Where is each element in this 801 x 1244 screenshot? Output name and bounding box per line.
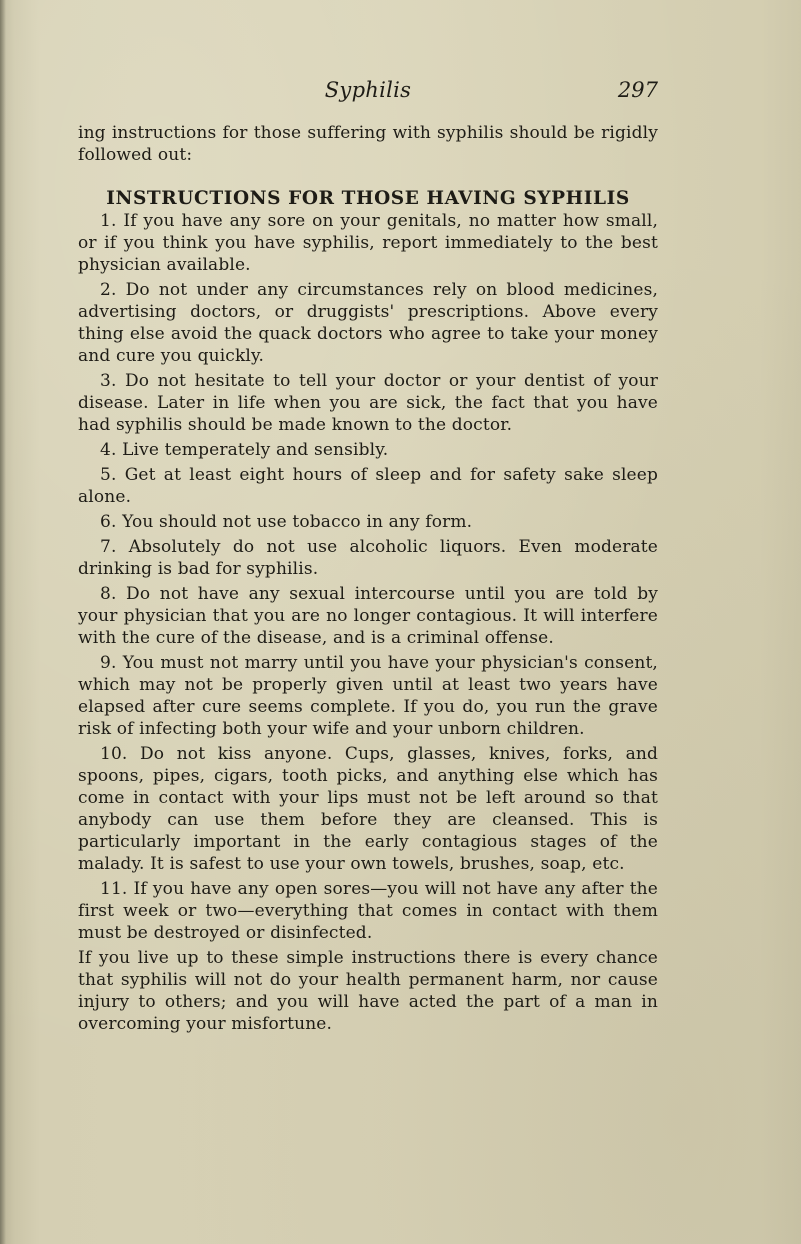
closing-paragraph: If you live up to these simple instructions there is every chance that syphilis will not do your health permanent harm, nor cause injury to others; and you will have acted the part of a man in overcoming your misfortune. xyxy=(78,948,658,1034)
instruction-item-4: 4. Live temperately and sensibly. xyxy=(100,440,389,460)
page-number: 297 xyxy=(617,78,658,102)
instruction-item-3: 3. Do not hesitate to tell your doctor or your dentist of your disease. Later in life when you are sick, the fact that you have had syphilis should be made known to the doctor. xyxy=(78,371,658,435)
page-header xyxy=(78,78,658,110)
instruction-item-10: 10. Do not kiss anyone. Cups, glasses, knives, forks, and spoons, pipes, cigars, tooth picks, and anything else which has come in contact with your lips must not be left around so that anybody can use them before they are cleansed. This is particularly important in the early contagious stages of the malady. It is safest to use your own towels, brushes, soap, etc. xyxy=(78,744,658,874)
instruction-item-6: 6. You should not use tobacco in any form. xyxy=(100,512,473,532)
section-heading: INSTRUCTIONS FOR THOSE HAVING SYPHILIS xyxy=(106,188,630,209)
instruction-item-2: 2. Do not under any circumstances rely on blood medicines, advertising doctors, or druggists' prescriptions. Above every thing else avoid the quack doctors who agree to take your money and cure you quickly. xyxy=(78,280,658,366)
instruction-item-9: 9. You must not marry until you have your physician's consent, which may not be properly given until at least two years have elapsed after cure seems complete. If you do, you run the grave risk of infecting both your wife and your unborn children. xyxy=(78,653,658,739)
page-body xyxy=(78,122,658,1038)
instruction-item-5: 5. Get at least eight hours of sleep and for safety sake sleep alone. xyxy=(78,465,658,507)
instruction-item-1: 1. If you have any sore on your genitals, no matter how small, or if you think you have syphilis, report immediately to the best physician available. xyxy=(78,211,658,275)
instruction-item-7: 7. Absolutely do not use alcoholic liquors. Even moderate drinking is bad for syphilis. xyxy=(78,537,658,579)
running-title: Syphilis xyxy=(324,78,412,102)
instruction-item-8: 8. Do not have any sexual intercourse until you are told by your physician that you are no longer contagious. It will interfere with the cure of the disease, and is a criminal offense. xyxy=(78,584,658,648)
instruction-item-11: 11. If you have any open sores—you will not have any after the first week or two—everything that comes in contact with them must be destroyed or disinfected. xyxy=(78,879,658,943)
intro-paragraph: ing instructions for those suffering with syphilis should be rigidly followed out: xyxy=(78,123,658,165)
